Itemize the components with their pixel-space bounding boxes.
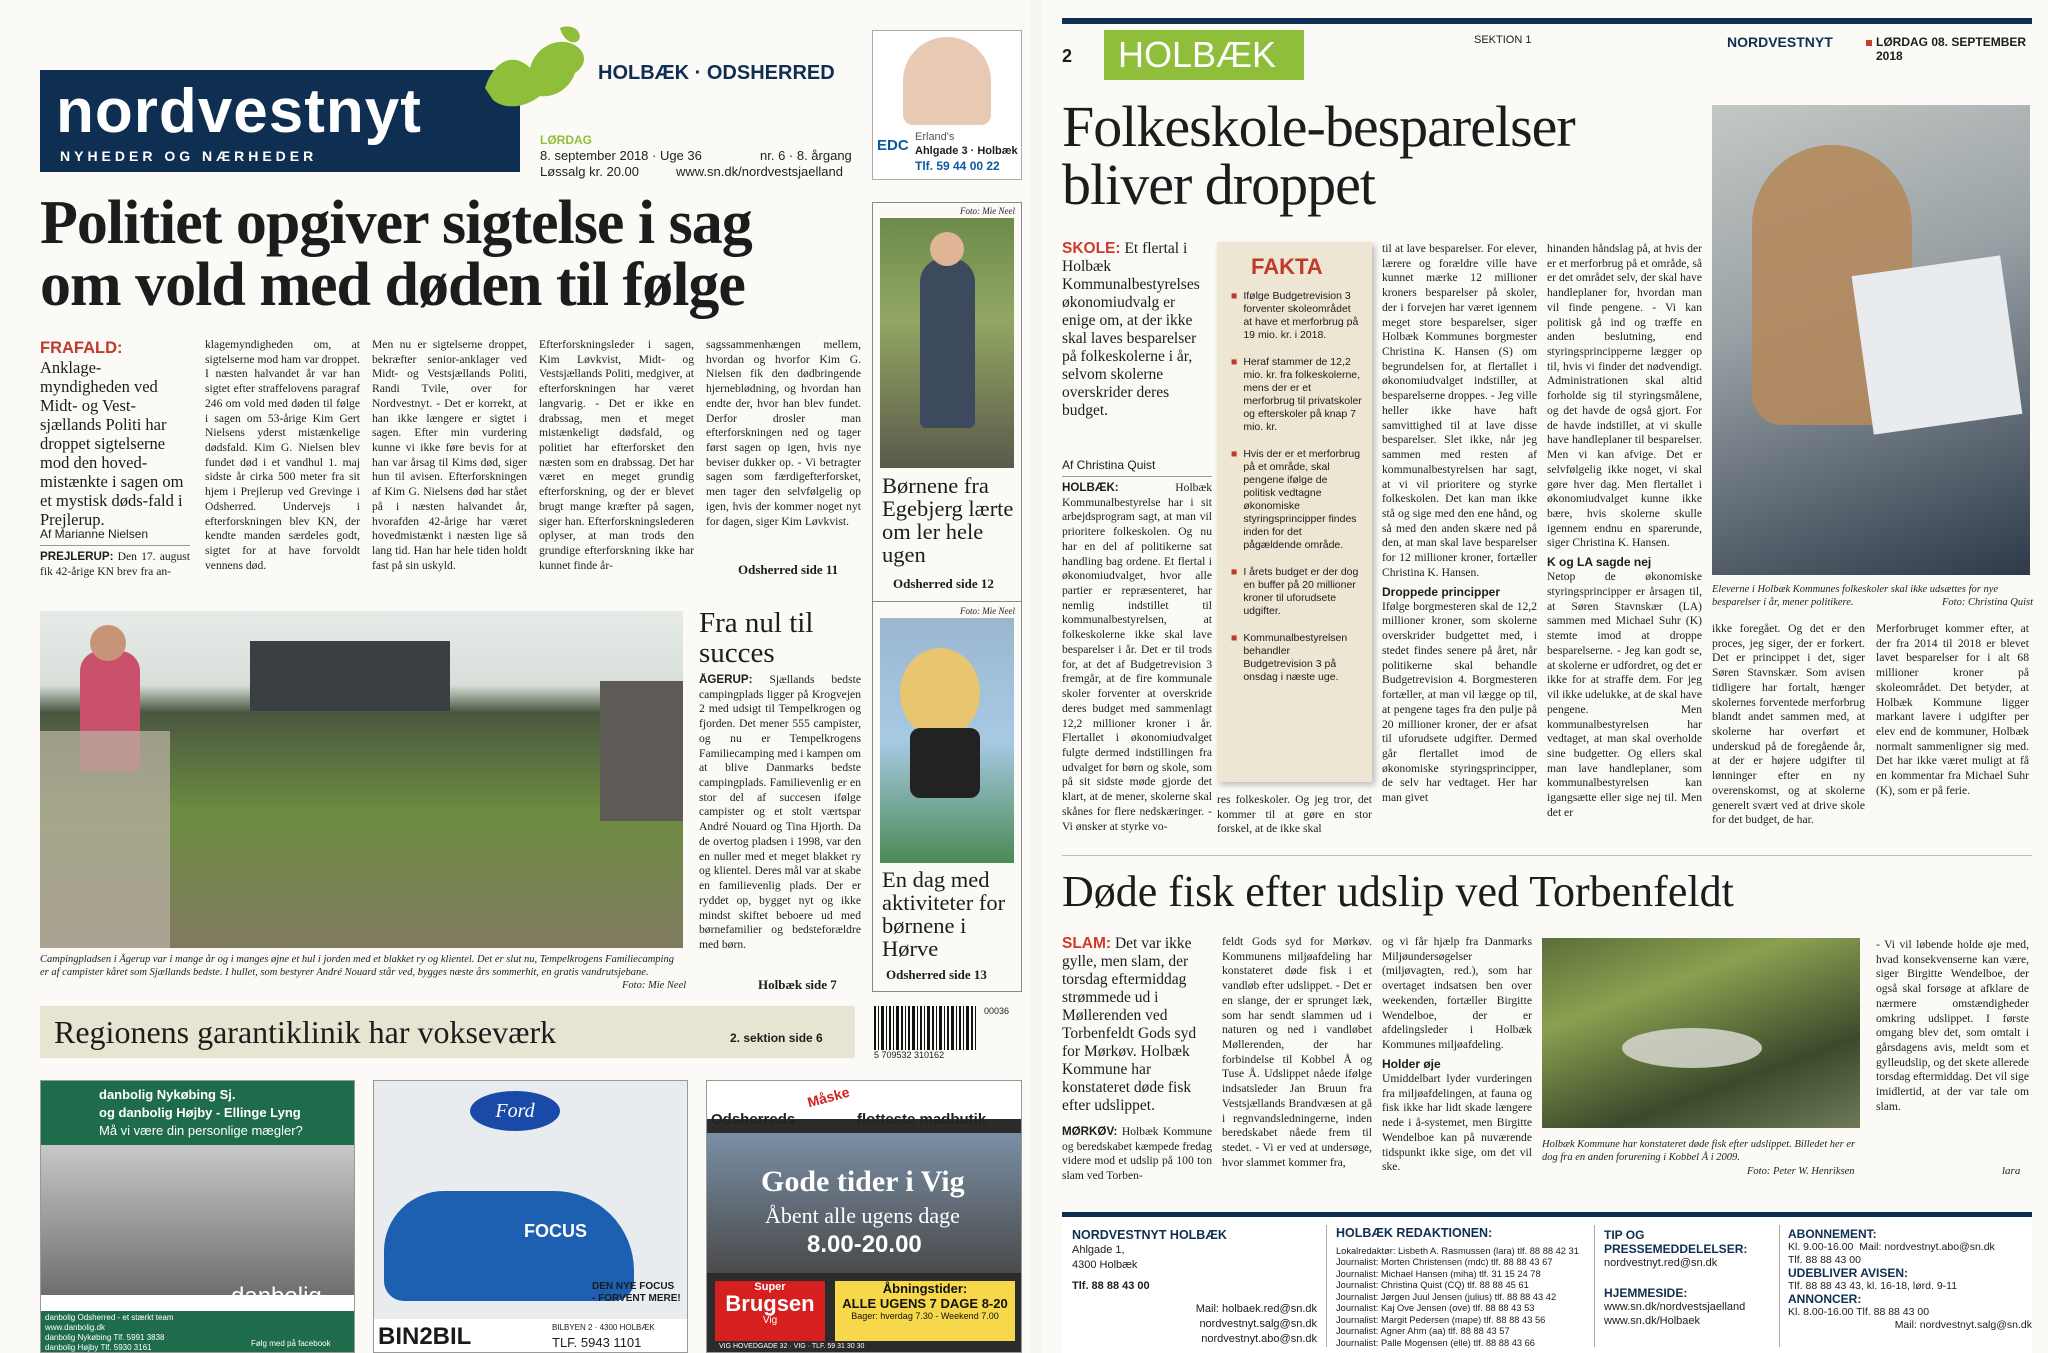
school-photo-caption: Eleverne i Holbæk Kommunes folkeskoler skal ikke udsættes for nye besparelser i år, mener politikere. <box>1712 584 1999 609</box>
footer-block-1: NORDVESTNYT HOLBÆK Ahlgade 1, 4300 Holbæk Tlf. 88 88 43 00 <box>1072 1228 1302 1294</box>
ad1-foot4: danbolig Højby Tlf. 5930 3161 <box>45 1343 152 1352</box>
lead-col1-text: Den 17. august fik 42-årige KN brev fra an- <box>40 550 190 578</box>
barcode <box>872 1006 1022 1060</box>
lead-reference[interactable]: Odsherred side 11 <box>738 562 839 577</box>
header-separator-icon <box>1866 40 1872 46</box>
footer-sep <box>1326 1225 1327 1347</box>
ad3-hours: 8.00-20.00 <box>807 1231 922 1258</box>
banner-reference: 2. sektion side 6 <box>730 1031 823 1045</box>
ad-ford[interactable] <box>373 1080 688 1353</box>
lead-headline <box>40 189 870 319</box>
lead-kicker: SKOLE: <box>1062 240 1121 257</box>
side-photo2-credit: Foto: Mie Neel <box>960 606 1015 616</box>
section-banner[interactable] <box>40 1006 855 1058</box>
section-label: HOLBÆK <box>1104 30 1304 80</box>
lead-headline-line2: bliver droppet <box>1062 152 1375 217</box>
barcode-icon <box>872 1006 982 1050</box>
ad3-address: VIG HOVEDGADE 32 · VIG · TLF. 59 31 30 30 <box>719 1343 865 1350</box>
banner-text: Regionens garantiklinik har vokseværk <box>54 1014 557 1050</box>
subhead: Holder øje <box>1382 1056 1441 1071</box>
barcode-code: 00036 <box>984 1006 1010 1016</box>
bullet-icon: ■ <box>1231 632 1238 644</box>
masthead-issue: nr. 6 · 8. årgang <box>760 148 852 163</box>
side-photo1-credit: Foto: Mie Neel <box>960 206 1015 216</box>
ad3-headline1: Gode tider i Vig <box>761 1165 965 1198</box>
ad2-slogan2: - FORVENT MERE! <box>592 1293 681 1304</box>
ad-danbolig[interactable] <box>40 1080 355 1353</box>
bullet-icon: ■ <box>1231 290 1238 302</box>
masthead-region: HOLBÆK · ODSHERRED <box>598 62 835 84</box>
lead-intro <box>1062 240 1200 420</box>
subhead: K og LA sagde nej <box>1547 555 1652 570</box>
bullet-icon: ■ <box>1231 356 1238 368</box>
fish-dateline: MØRKØV: <box>1062 1125 1118 1138</box>
lead-byline: Af Marianne Nielsen <box>40 527 149 541</box>
lead-column-1 <box>1062 481 1212 836</box>
side-headline2: En dag med aktiviteter for børnene i Hørve <box>882 867 1006 961</box>
fish-column-5: - Vi vil løbende holde øje med, hvad konsekvenserne kan være, siger Birgitte Wendelboe, der også skal forsøge at afklare de nærmere omstændigheder omkring udslippet. I første omgang blev det, som omtalt i gårsdagens avis, meldt som et gylleudslip, og det skete allerede torsdag eftermiddag. Det vil sige imidlertid, at der var tale om slam. <box>1876 938 2029 1113</box>
fish-photo-credit: Foto: Peter W. Henriksen <box>1747 1166 1855 1177</box>
camp-kicker: ÅGERUP: <box>699 673 753 686</box>
lead-dateline: HOLBÆK: <box>1062 481 1119 494</box>
ad-name: Erland's <box>915 131 955 143</box>
ad1-line1: danbolig Nykøbing Sj. <box>99 1087 236 1102</box>
school-photo-credit: Foto: Christina Quist <box>1942 597 2034 608</box>
fakta-title: FAKTA <box>1251 254 1323 279</box>
ad3-headline2: Åbent alle ugens dage <box>765 1203 960 1228</box>
ford-logo-icon: Ford <box>470 1091 560 1131</box>
ad-phone: Tlf. 59 44 00 22 <box>915 159 1000 173</box>
fakta-item: ■ Heraf stammer de 12,2 mio. kr. fra folkeskolerne, mens der er et merforbrug til privatskoler og efterskoler på knap 7 mio. kr. <box>1231 356 1362 433</box>
ad3-top-text1: Odsherreds <box>711 1111 796 1128</box>
fish-column-2: feldt Gods syd for Mørkøv. Kommunens miljøafdeling har konstateret døde fisk i et vandløb efter udslippet. - Det er en slange, der er sprunget læk, som har sendt slammen ud i naturen og ned i vandløbet Møllerenden, der har forbindelse til Kobbel Å og Tuse Å. Udslippet nåede ifølge indsatsleder Jan Bruun fra Vestsjællands Brandvæsen at gå i regnvandsledningerne, inden beredskabet nåede frem til stedet. - Vi er ved at undersøge, hvor slammet kommer fra, <box>1222 935 1372 1169</box>
fakta-item: ■ Kommunalbestyrelsen behandler Budgetrevision 3 på onsdag i næste uge. <box>1231 632 1348 683</box>
bullet-icon: ■ <box>1231 566 1238 578</box>
ad1-line2: og danbolig Højby - Ellinge Lyng <box>99 1105 301 1120</box>
barcode-number: 5 709532 310162 <box>874 1050 945 1060</box>
camp-photo[interactable] <box>40 611 683 948</box>
ad3-logo: Super Brugsen Vig <box>715 1281 825 1341</box>
lead-dateline: PREJLERUP: <box>40 550 114 563</box>
footer-mail-link[interactable]: Mail: nordvestnyt.abo@sn.dk <box>1859 1241 1995 1253</box>
lead-column-4: Efterforskningsleder i sagen, Kim Løvkvist, Midt- og Vestsjællands Politi, medgiver, at efterforskningen har været langvarig. - Det er ikke en drabssag, men et meget mistænkeligt dødsfald, og politiet har efterforsket den næsten som en drabssag. Det har været en meget grundig efterforskning, og der er blevet brugt mange kræfter på sagen, siger han. Efterforskningslederen oplyser, at man trods den grundige efterforskning ikke har kunnet finde år- <box>539 338 694 572</box>
ad1-brand: danbolig <box>231 1283 322 1310</box>
footer-mail-link[interactable]: nordvestnyt.abo@sn.dk <box>1201 1333 1317 1345</box>
ad-address: Ahlgade 3 · Holbæk <box>915 145 1018 157</box>
sektion-label: SEKTION 1 <box>1474 34 1532 46</box>
ad2-address: BILBYEN 2 · 4300 HOLBÆK <box>552 1323 655 1332</box>
side-reference2[interactable]: Odsherred side 13 <box>886 967 987 982</box>
lead-column-3: til at lave besparelser. For elever, lærere og forældre ville have kunnet mærke 12 millioner kroners besparelser på skoler, der i forvejen har været igennem meget store besparelser, siger Holbæk Kommunes borgmester Christina K. Hansen (S) om begrundelsen for, at flertallet i økonomiudvalget indstiller, at besparelserne droppes. - Jeg ville heller ikke have haft samvittighed til at lave disse besparelser. Slet ikke, når jeg sammen med resten af kommunalbestyrelsen har sagt, at vi vil prioritere og styrke folkeskolen. Det kan man ikke stå og sige med den ene hånd, og så med den anden skære ned på den, at man skal lave besparelser for 12 millioner kroner, fortæller Christina K. Hansen. Droppede principper Ifølge borgmesteren skal de 12,2 millioner kroner, som skolerne overskrider budgettet med, i stedet findes senere på året, når politikerne skal behandle Budgetrevision 4. Borgmesteren fortæller, at man vil lægge op til, at pengene tages fra den pulje på 20 millioner kroner, der er afsat til uforudsete udgifter. Dermed går flertallet imod de økonomiske styringsprincipper, de selv har vedtaget. Her har man givet <box>1382 242 1537 805</box>
fakta-box <box>1217 242 1372 782</box>
footer-mails <box>1182 1302 1317 1347</box>
lead-intro-text: Et flertal i Holbæk Kommunalbestyrelses økonomiudvalg er enige om, at der ikke skal laves besparelser på folkeskolerne i år, selvom skolerne overskrider deres budget. <box>1062 240 1200 419</box>
ad-edc-logo: EDC <box>877 137 909 154</box>
masthead-logo-box[interactable] <box>40 70 520 172</box>
divider <box>1062 476 1212 477</box>
divider <box>872 601 1022 602</box>
ad-portrait <box>903 37 991 125</box>
divider <box>1062 855 2032 856</box>
footer-mail-link[interactable]: nordvestnyt.red@sn.dk <box>1604 1257 1718 1269</box>
camp-headline: Fra nul til succes <box>699 607 814 669</box>
lead-headline-line1: Politiet opgiver sigtelse i sag <box>40 189 752 257</box>
footer-block-2: HOLBÆK REDAKTIONEN: Lokalredaktør: Lisbeth A. Rasmussen (lara) tlf. 88 88 42 31 Journalist: Morten Christensen (mdc) tlf. 88 88 43 67 Journalist: Michael Hansen (miha) tlf. 31 15 24 78 Journalist: Christina Quist (CQ) tlf. 88 88 45 61 Journalist: Jørgen Juul Jensen (julius) tlf. 88 88 43 42 Journalist: Kaj Ove Jensen (ove) tlf. 88 88 43 53 Journalist: Margit Pedersen (mape) tlf. 88 88 43 56 Journalist: Agner Ahm (aa) tlf. 88 88 43 57 Journalist: Palle Mogensen (elle) tlf. 88 88 43 66 <box>1336 1228 1636 1349</box>
lead-headline <box>1062 94 1702 217</box>
subhead: Droppede principper <box>1382 584 1501 599</box>
masthead-date: 8. september 2018 · Uge 36 <box>540 148 702 163</box>
ad1-foot1: danbolig Odsherred - et stærkt team <box>45 1313 174 1322</box>
camp-text-body: Sjællands bedste campingplads ligger på Krogvejen 2 med udsigt til Tempelkrogen og fjorden. Det mener 555 campister, og nu er Tempelkrogens Familiecamping med i kampen om at blive Danmarks bedste campingplads. Familievenlig er en stor del af succesen ifølge campister og et stolt værtspar André Nouard og Tina Hjorth. Da de overtog pladsen i 1998, var den en nuller med et meget blakket ry og klientel. Deres mål var at skabe en familievenlig plads. Der er ryddet op, bygget nyt og ikke mindst skiftet beboere ud med børnefamilier og bedsteforældre med børn. <box>699 673 861 951</box>
header-paper: NORDVESTNYT <box>1727 34 1833 50</box>
footer-mail-link[interactable]: Mail: nordvestnyt.salg@sn.dk <box>1894 1319 2032 1331</box>
header-date: LØRDAG 08. SEPTEMBER 2018 <box>1876 35 2027 63</box>
ad1-line3: Må vi være din personlige mægler? <box>99 1123 303 1138</box>
fish-photo[interactable] <box>1542 938 1860 1128</box>
footer-web-link[interactable]: www.sn.dk/Holbaek <box>1604 1315 1700 1327</box>
lead-column-5: sagssammenhængen mellem, hvordan og hvorfor Kim G. Nielsen fik den dødbringende hjerneblødning, og hvordan han endte der, hvor han blev fundet. Derfor drosler man efterforskningen ned og tager først sagen op igen, hvis nye beviser dukker op. - Vi betragter sagen som færdigefterforsket, men tager den selvfølgelig op igen, hvis der kommer noget nyt for dagen, siger Kim Løvkvist. <box>706 338 861 528</box>
inner-page <box>1042 0 2048 1353</box>
fish-signature: lara <box>2002 1165 2021 1177</box>
ad3-top-text2: flotteste madbutik <box>857 1111 987 1128</box>
ad1-facebook[interactable]: Følg med på facebook <box>251 1339 331 1348</box>
fish-photo-caption: Holbæk Kommune har konstateret døde fisk efter udslippet. Billedet her er dog fra en anden forurening i Kobbel Å i 2009. <box>1542 1139 1856 1164</box>
masthead-price: Løssalg kr. 20.00 <box>540 164 639 179</box>
ad3-badge: Måske <box>805 1083 852 1111</box>
footer-title: HOLBÆK REDAKTIONEN: <box>1336 1226 1493 1240</box>
fakta-item: ■ I årets budget er der dog en buffer på 20 millioner kroner til uforudsete udgifter. <box>1231 566 1359 617</box>
ad2-dealer: BIN2BIL <box>378 1323 472 1350</box>
fakta-list <box>1217 280 1372 684</box>
lead-headline-line1: Folkeskole-besparelser <box>1062 94 1575 159</box>
ad3-open: Åbningstider: ALLE UGENS 7 DAGE 8-20 Bager: hverdag 7.30 - Weekend 7.00 <box>835 1281 1015 1341</box>
footer-title: NORDVESTNYT HOLBÆK <box>1072 1228 1227 1242</box>
lead-intro <box>40 338 185 529</box>
ad1-foot2: www.danbolig.dk <box>45 1323 106 1332</box>
lead-intro-text: Anklage-myndigheden ved Midt- og Vest-sjællands Politi har droppet sigtelserne mod den hoved-mistænkte i sagen om et mystisk døds-fald i Prejlerup. <box>40 358 184 529</box>
divider <box>40 545 190 546</box>
lead-byline: Af Christina Quist <box>1062 458 1156 472</box>
side-headline1: Børnene fra Egebjerg lærte om ler hele ugen <box>882 473 1014 567</box>
ad2-model: FOCUS <box>524 1221 587 1241</box>
lead-column-3: Men nu er sigtelserne droppet, bekræfter senior-anklager ved Midt- og Vestsjællands Politi, Randi Tvile, over for Nordvestnyt. - Det er korrekt, at han ikke længere er sigtet i sagen. Efter min vurdering kunne vi ikke føre bevis for at han var årsag til Kims død, siger hun til avisen. Efterforskningen af Kim G. Nielsens død har stået på i næsten halvandet år, hvorafden 42-årige har været hovedmistænkt i næsten lige så lang tid. Han har hele tiden holdt fast på sin uskyld. <box>372 338 527 572</box>
ad1-photo <box>41 1145 355 1295</box>
footer-sep <box>1779 1225 1780 1347</box>
footer-mail-link[interactable]: Mail: holbaek.red@sn.dk <box>1195 1303 1317 1315</box>
lead-column-2: klagemyndigheden om, at sigtelserne mod ham var droppet. I næsten halvandet år var han sigtet efter straffelovens paragraf 246 om vold med døden til følge i sagen om 53-årige Kim Gert Nielsens yderst mistænkelige dødsfald. Kim G. Nielsen blev fundet død i et vandhul 1. maj sidste år cirka 500 meter fra sit hjem i Prejlerup ved Grevinge i Odsherred. Undervejs i efterforskningen blev KN, der kendte manden særdeles godt, sigtet for at have forvoldt vennens død. <box>205 338 360 572</box>
footer-mail-link[interactable]: nordvestnyt.salg@sn.dk <box>1199 1318 1317 1330</box>
school-photo[interactable] <box>1712 105 2030 575</box>
fakta-item: ■ Hvis der er et merforbrug på et område, skal pengene ifølge de politisk vedtagne økonomiske styringsprincipper findes inden for det pågældende område. <box>1231 448 1361 551</box>
bullet-icon: ■ <box>1231 448 1238 460</box>
fish-column-1 <box>1062 1125 1212 1185</box>
masthead-day: LØRDAG <box>540 133 592 147</box>
lead-headline-line2: om vold med døden til følge <box>40 251 745 319</box>
ad-erlands[interactable] <box>872 30 1022 180</box>
footer-block-3: TIP OG PRESSEMEDDELELSER: nordvestnyt.red@sn.dk HJEMMESIDE: www.sn.dk/nordvestsjaelland www.sn.dk/Holbaek <box>1604 1228 1774 1328</box>
masthead-logo: nordvestnyt <box>56 77 422 146</box>
page-number: 2 <box>1062 46 1073 66</box>
fish-column-3: og vi får hjælp fra Danmarks Miljøundersøgelser (miljøvagten, red.), som har overtaget indsatsen ben over weekenden, fortæller Birgitte Wendelboe, der er afdelingsleder i Holbæk Kommunes miljøafdeling. Holder øje Umiddelbart lyder vurderingen fra miljøafdelingen, at fauna og fisk ikke har lidt skade længere nede i å-systemet, men Birgitte Wendelboe kan på nuværende tidspunkt ikke sige, om det vil ske. <box>1382 935 1532 1174</box>
fish-intro-text: Det var ikke gylle, men slam, der torsdag eftermiddag strømmede ud i Møllerenden ved Torbenfeldt Gods syd for Mørkøv. Holbæk Kommune har konstateret døde fisk efter udslippet. <box>1062 935 1197 1114</box>
ad2-phone: TLF. 5943 1101 <box>552 1335 642 1350</box>
lead-column-5: ikke foregået. Og det er den proces, jeg siger, der er forkert. Det er princippet i det, siger Søren Stavnskær. Som avisen tidligere har fortalt, hænger skolernes forventede merforbrug blandt andet sammen med, at skolerne har overført et underskud på de foregående år, at der er højere udgifter til lønninger efter en ny overenskomst, og at skolerne generelt svært ved at drive skole for det budget, de har. <box>1712 622 1865 827</box>
camp-reference[interactable]: Holbæk side 7 <box>758 977 837 992</box>
lead-column-1 <box>40 550 190 580</box>
fish-col1-text: Holbæk Kommune og beredskabet kæmpede fredag videre mod et udslip på 100 ton slam ved Torben- <box>1062 1125 1212 1183</box>
ad-brugsen[interactable] <box>706 1080 1022 1353</box>
lead-col1-text: Holbæk Kommunalbestyrelse har i sit arbejdsprogram sagt, at man vil prioritere folkeskolen. Og nu har en del af politikerne sat handling bag ordene. Et flertal i økonomiudvalget, hvor alle partier er repræsenteret, har nemlig indstillet til kommunalbestyrelsen, at folkeskolerne ikke skal lave besparelser i år. Det er til trods for, at det af Budgetrevision 3 fremgår, at de fire kommunale skoler forventer at overskride deres budget med sammenlagt 12,2 millioner kroner i år. Flertallet i økonomiudvalget fulgte dermed indstillingen fra udvalget for børn og skole, som på sit sidste møde gjorde det klart, at de mener, skolerne skal skånes for flere nedskæringer. - Vi ønsker at styrke vo- <box>1062 481 1212 833</box>
footer-web-link[interactable]: www.sn.dk/nordvestsjaelland <box>1604 1301 1746 1313</box>
lead-kicker: FRAFALD: <box>40 339 123 357</box>
camp-photo-credit: Foto: Mie Neel <box>622 980 687 991</box>
camp-caption: Campingpladsen i Ågerup var i mange år og i manges øjne et hul i jorden med et blakket ry og klientel. Det er slut nu, Tempelkrogens Familiecamping er af campister kåret som Sjællands bedste. I hullet, som bestyrer André Nouard står ved, bygges næste års sommerhit, en gratis vandrutsjebane. <box>40 954 674 979</box>
lead-column-4: hinanden håndslag på, at hvis der er et merforbrug på et område, så er det området selv, der skal have handleplaner for, hvordan man vil finde pengene. - Vi kan politisk gå ind og træffe en anden beslutning, end styringsprincipperne lægger op til, hvis vi finder det nødvendigt. Administrationen skal altid forholde sig til styringsmålene, og det havde de også gjort. For de havde indstillet, at vi skulle have handleplaner til besparelser. Men vi kan afvige. Det er selvfølgelig ikke noget, vi skal gøre hver dag. Men flertallet i økonomiudvalget kunne ikke bære, hvis skolerne skulle igennem endnu en sparerunde, siger Christina K. Hansen. K og LA sagde nej Netop de økonomiske styringsprincipper er årsagen til, at Søren Stavnskær (LA) sammen med Michael Suhr (K) stemte imod at droppe besparelserne. - Jeg kan godt se, at skolerne er udfordret, og det er ikke for at straffe dem. For jeg vil ikke udelukke, at de skal have pengene. Men kommunalbestyrelsen har vedtaget, at man skal overholde sine budgetter. Og ellers skal man lave handleplaner, som kommunalbestyrelsen kan igangsætte eller sige nej til. Men det er <box>1547 242 1702 819</box>
lead-column-2-tail: res folkeskoler. Og jeg tror, det kommer til at gøre en stor forskel, at de ikke skal <box>1217 793 1372 836</box>
map-icon <box>475 18 595 118</box>
masthead-web[interactable]: www.sn.dk/nordvestsjaelland <box>676 164 843 179</box>
fish-intro <box>1062 935 1212 1115</box>
side-reference1[interactable]: Odsherred side 12 <box>893 576 994 591</box>
side-photo1[interactable] <box>880 218 1014 468</box>
camp-text <box>699 673 861 973</box>
footer-block-4: ABONNEMENT: Kl. 9.00-16.00 Mail: nordvestnyt.abo@sn.dk Tlf. 88 88 43 00 UDEBLIVER AVISEN: Tlf. 88 88 43 43, kl. 16-18, lørd. 9-11 ANNONCER: Kl. 8.00-16.00 Tlf. 88 88 43 00 Mail: nordvestnyt.salg@sn.dk <box>1788 1227 2032 1331</box>
fish-kicker: SLAM: <box>1062 935 1112 952</box>
side-photo2[interactable] <box>880 618 1014 863</box>
fakta-item: ■ Ifølge Budgetrevision 3 forventer skoleområdet at have et merforbrug på 19 mio. kr. i 2018. <box>1231 290 1359 341</box>
lead-column-6: Merforbruget kommer efter, at der fra 2014 til 2018 er blevet lavet besparelser for i alt 68 millioner kroner på skoleområdet. Det betyder, at Holbæk Kommune ligger markant lavere i udgifter per elev end de kommuner, Holbæk normalt sammenligner sig med. Det har ikke været muligt at få en kommentar fra Michael Suhr (K), som er på ferie. <box>1876 622 2029 797</box>
masthead-tagline: NYHEDER OG NÆRHEDER <box>60 148 318 164</box>
fish-headline: Døde fisk efter udslip ved Torbenfeldt <box>1062 867 1734 916</box>
ad2-slogan1: DEN NYE FOCUS <box>592 1281 675 1292</box>
footer-sep <box>1594 1225 1595 1347</box>
ad1-foot3: danbolig Nykøbing Tlf. 5991 3838 <box>45 1333 165 1342</box>
top-rule <box>1062 18 2032 24</box>
